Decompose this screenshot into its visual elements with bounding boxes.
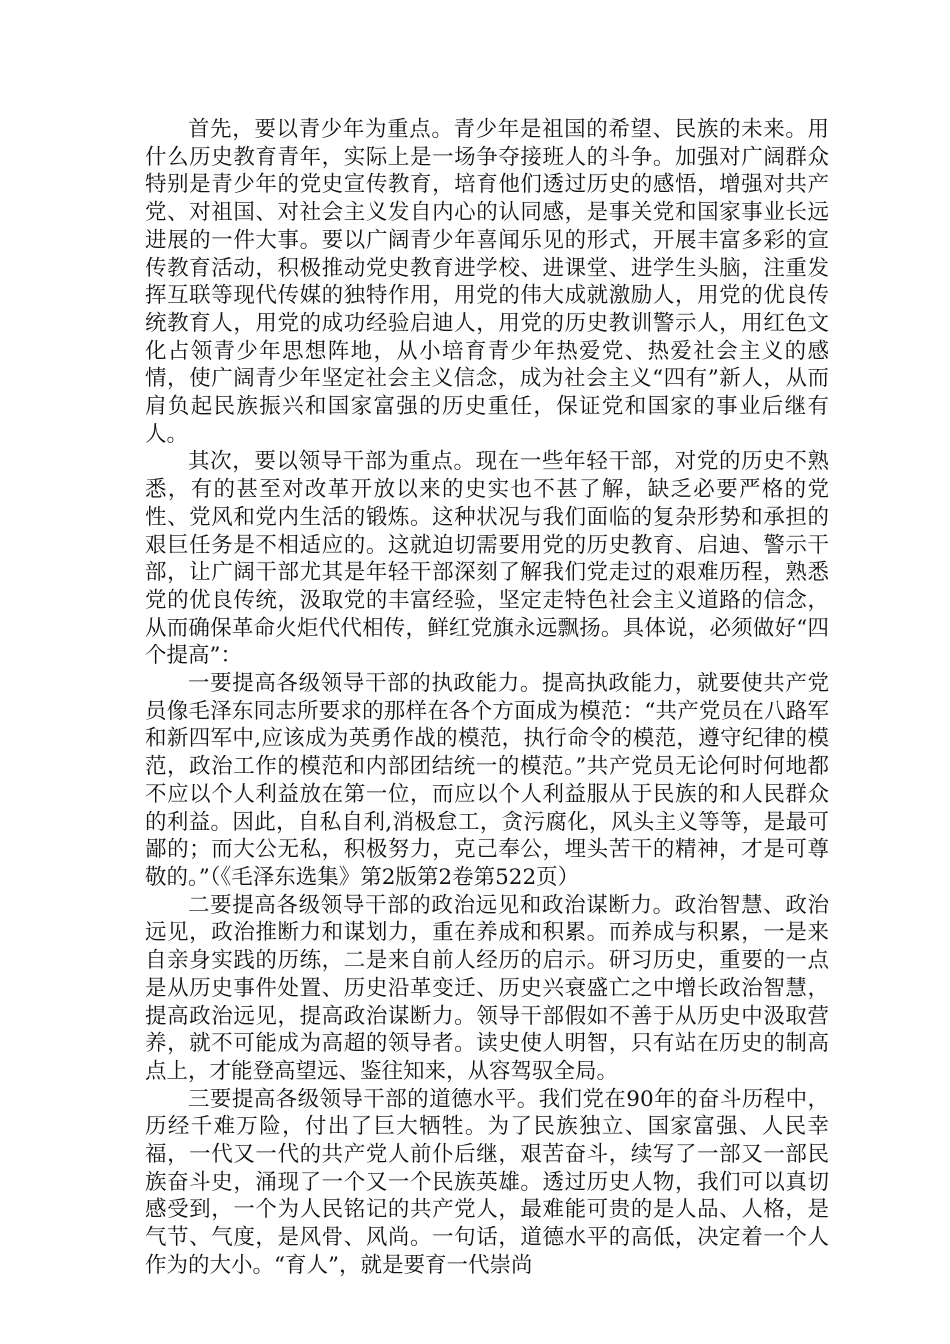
paragraph-youth-focus: 首先，要以青少年为重点。青少年是祖国的希望、民族的未来。用什么历史教育青年，实际上是一场争夺接班人的斗争。加强对广阔群众特别是青少年的党史宣传教育，培育他们透过历史的感悟，增强对共产党、对祖国、对社会主义发自内心的认同感，是事关党和国家事业长远进展的一件大事。要以广阔青少年喜闻乐见的形式，开展丰富多彩的宣传教育活动，积极推动党史教育进学校、进课堂、进学生头脑，注重发挥互联等现代传媒的独特作用，用党的伟大成就激励人，用党的优良传统教育人，用党的成功经验启迪人，用党的历史教训警示人，用红色文化占领青少年思想阵地，从小培育青少年热爱党、热爱社会主义的感情，使广阔青少年坚定社会主义信念，成为社会主义“四有”新人，从而肩负起民族振兴和国家富强的历史重任，保证党和国家的事业后继有人。: [145, 117, 829, 447]
paragraph-cadre-focus: 其次，要以领导干部为重点。现在一些年轻干部，对党的历史不熟悉，有的甚至对改革开放以来的史实也不甚了解，缺乏必要严格的党性、党风和党内生活的锻炼。这种状况与我们面临的复杂形势和承担的艰巨任务是不相适应的。这就迫切需要用党的历史教育、启迪、警示干部，让广阔干部尤其是年轻干部深刻了解我们党走过的艰难历程，熟悉党的优良传统，汲取党的丰富经验，坚定走特色社会主义道路的信念，从而确保革命火炬代代相传，鲜红党旗永远飘扬。具体说，必须做好“四个提高”：: [145, 449, 829, 669]
paragraph-political-vision: 二要提高各级领导干部的政治远见和政治谋断力。政治智慧、政治远见，政治推断力和谋划力，重在养成和积累。而养成与积累，一是来自亲身实践的历练，二是来自前人经历的启示。研习历史，重要的一点是从历史事件处置、历史沿革变迁、历史兴衰盛亡之中增长政治智慧，提高政治远见，提高政治谋断力。领导干部假如不善于从历史中汲取营养，就不可能成为高超的领导者。读史使人明智，只有站在历史的制高点上，才能登高望远、鉴往知来，从容驾驭全局。: [145, 892, 829, 1084]
paragraph-moral-level: 三要提高各级领导干部的道德水平。我们党在90年的奋斗历程中，历经千难万险，付出了巨大牺牲。为了民族独立、国家富强、人民幸福，一代又一代的共产党人前仆后继，艰苦奋斗，续写了一部又一部民族奋斗史，涌现了一个又一个民族英雄。透过历史人物，我们可以真切感受到，一个为人民铭记的共产党人，最难能可贵的是人品、人格，是气节、气度，是风骨、风尚。一句话，道德水平的高低，决定着一个人作为的大小。“育人”，就是要育一代崇尚: [145, 1086, 829, 1278]
document-body: [145, 116, 829, 1280]
paragraph-governing-ability: 一要提高各级领导干部的执政能力。提高执政能力，就要使共产党员像毛泽东同志所要求的那样在各个方面成为模范：“共产党员在八路军和新四军中,应该成为英勇作战的模范，执行命令的模范，遵守纪律的模范，政治工作的模范和内部团结统一的模范。”共产党员无论何时何地都不应以个人利益放在第一位，而应以个人利益服从于民族的和人民群众的利益。因此，自私自利,消极怠工，贪污腐化，风头主义等等，是最可鄙的；而大公无私，积极努力，克己奉公，埋头苦干的精神，才是可尊敬的。”（《毛泽东选集》第2版第2卷第522页）: [145, 671, 829, 890]
